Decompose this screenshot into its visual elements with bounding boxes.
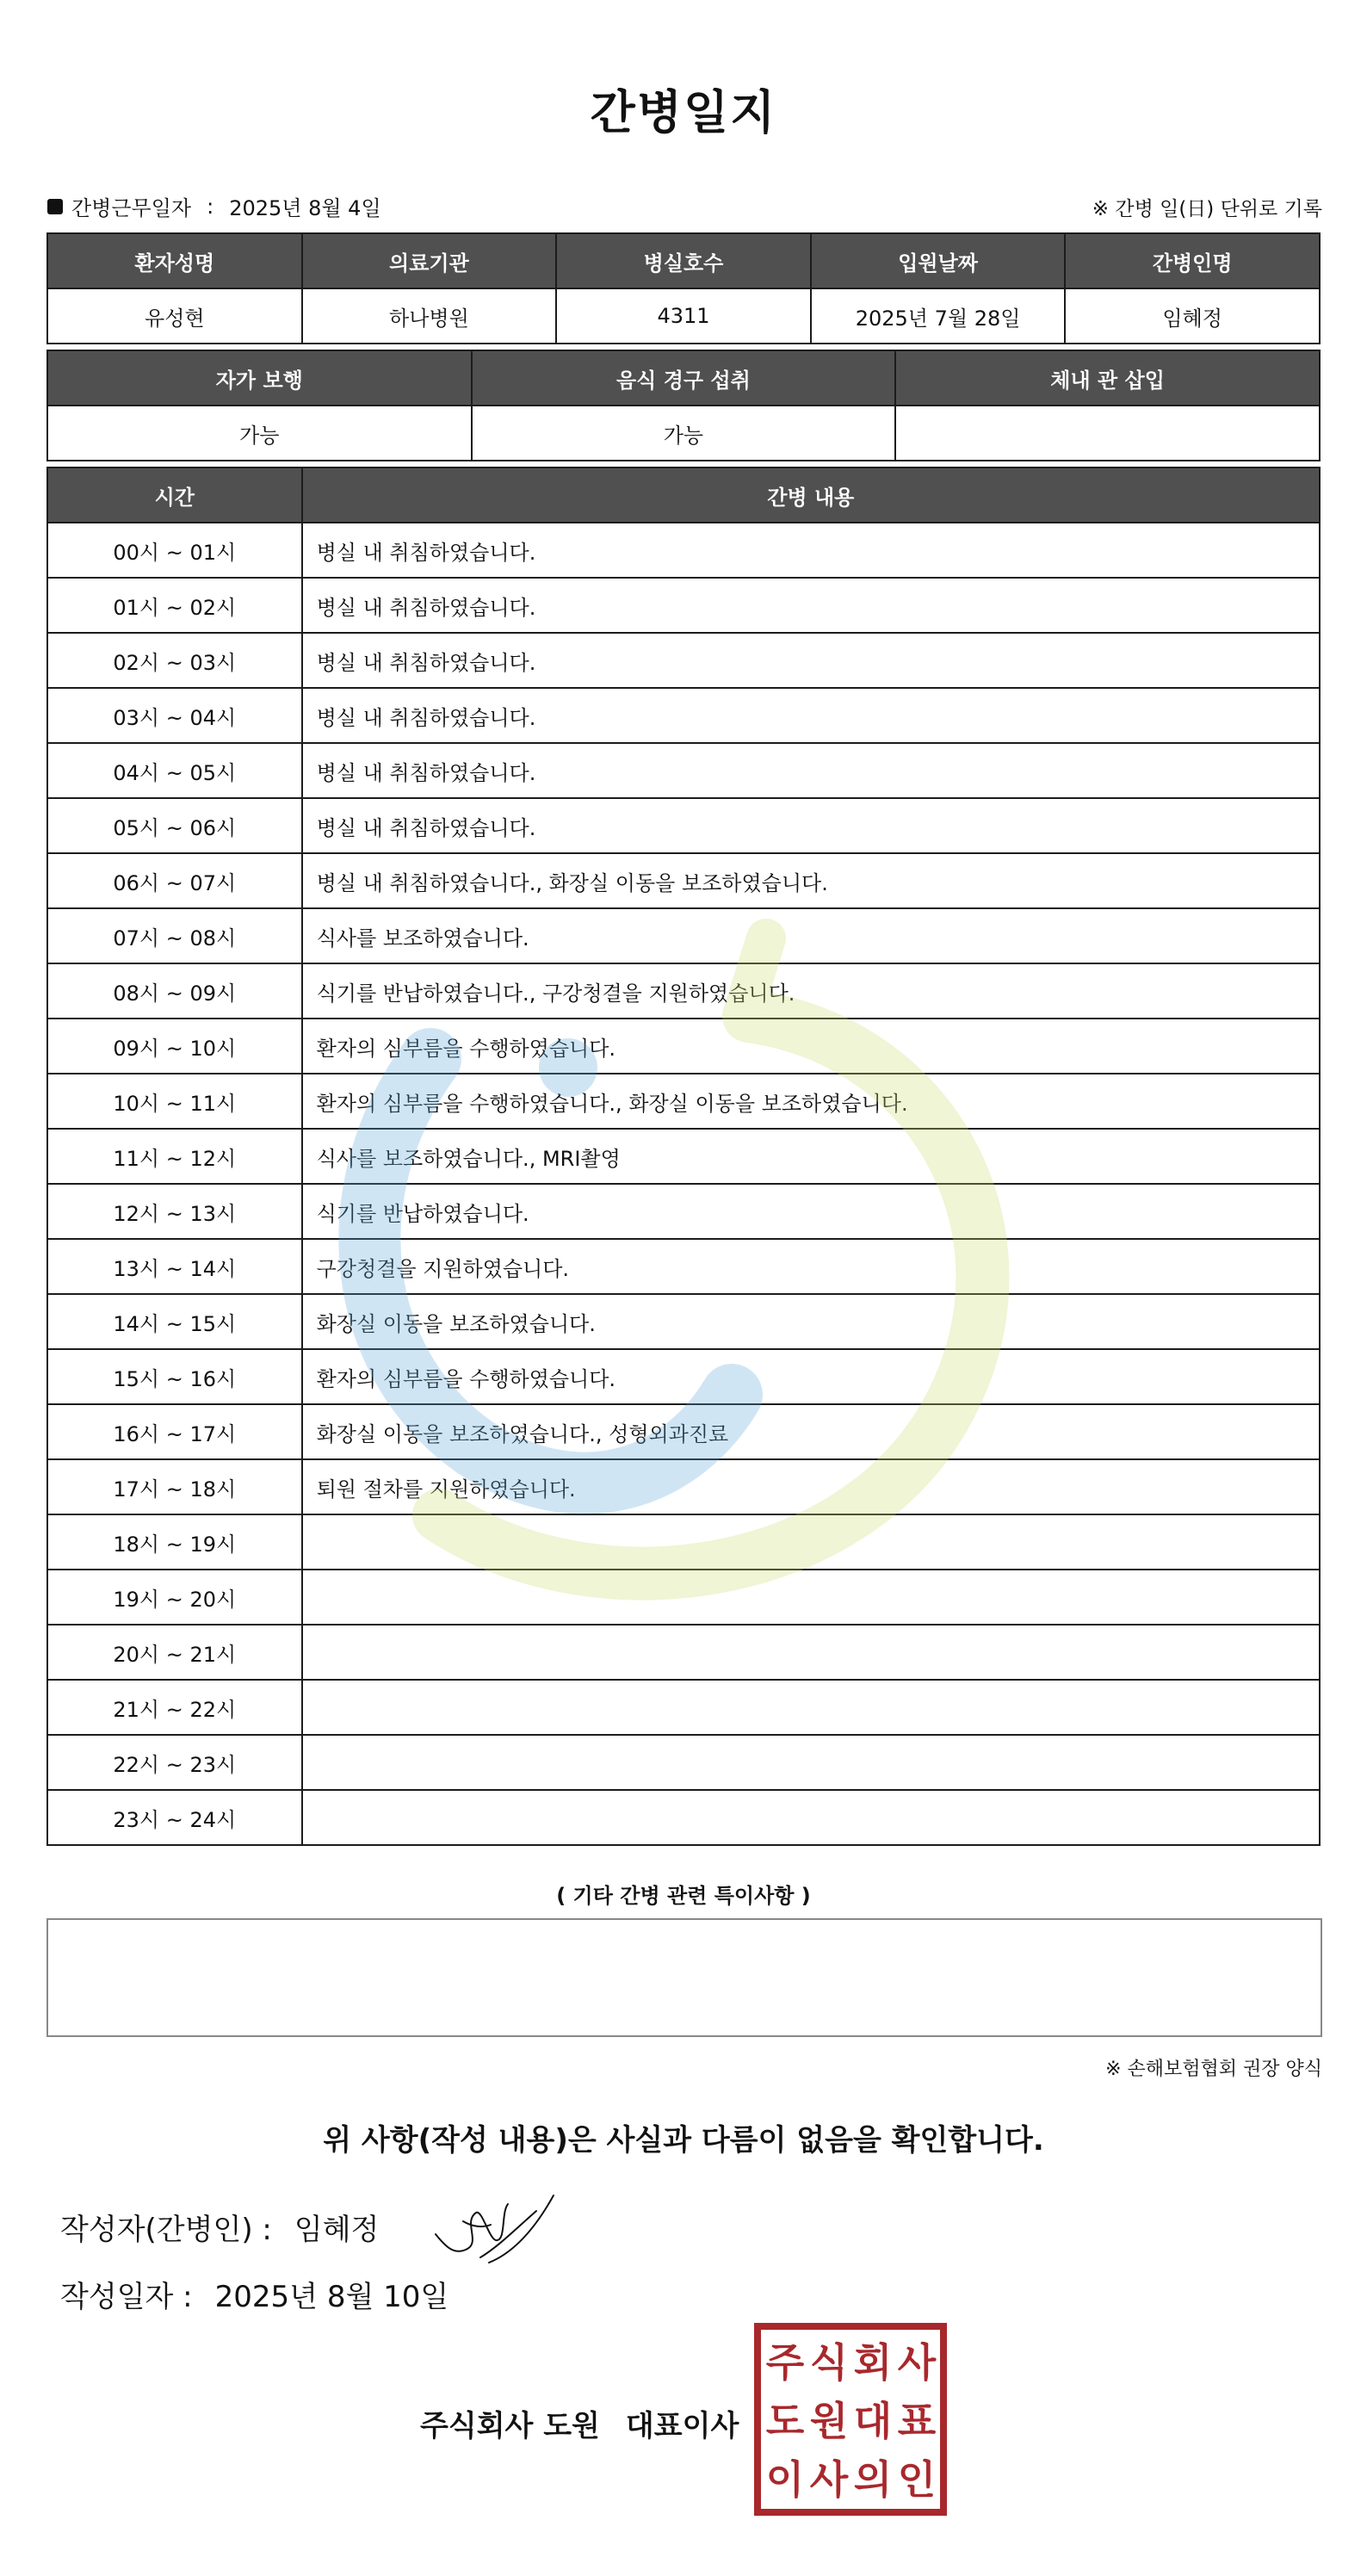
room-number: 4311	[556, 288, 811, 344]
company-line	[420, 2402, 739, 2444]
log-content: 환자의 심부름을 수행하였습니다., 화장실 이동을 보조하였습니다.	[302, 1074, 1320, 1129]
seal-glyph: 도	[765, 2398, 805, 2444]
log-row	[47, 1680, 1320, 1735]
log-content: 퇴원 절차를 지원하였습니다.	[302, 1459, 1320, 1514]
written-date-value: 2025년 8월 10일	[214, 2280, 449, 2314]
log-content: 병실 내 취침하였습니다.	[302, 633, 1320, 688]
log-row	[47, 1294, 1320, 1349]
seal-glyph: 원	[809, 2398, 849, 2444]
log-row	[47, 1459, 1320, 1514]
log-time: 05시 ~ 06시	[47, 798, 302, 853]
log-content	[302, 1735, 1320, 1790]
log-time: 00시 ~ 01시	[47, 523, 302, 578]
log-content: 환자의 심부름을 수행하였습니다.	[302, 1019, 1320, 1074]
log-body	[47, 523, 1320, 1845]
signature-icon	[429, 2187, 558, 2269]
document-title: 간병일지	[590, 85, 777, 139]
log-row	[47, 1349, 1320, 1404]
special-notes-title: ( 기타 간병 관련 특이사항 )	[556, 1884, 811, 1908]
seal-glyph: 주	[765, 2339, 805, 2386]
confirmation-statement: 위 사항(작성 내용)은 사실과 다름이 없음을 확인합니다.	[323, 2123, 1044, 2158]
work-date-value: 2025년 8월 4일	[229, 196, 381, 220]
log-content	[302, 1680, 1320, 1735]
log-content: 병실 내 취침하였습니다.	[302, 743, 1320, 798]
seal-glyph: 사	[897, 2339, 937, 2386]
seal-glyph: 사	[809, 2456, 849, 2503]
header-oral-intake: 음식 경구 섭취	[472, 350, 896, 406]
header-self-walking: 자가 보행	[47, 350, 472, 406]
log-time: 04시 ~ 05시	[47, 743, 302, 798]
header-hospital: 의료기관	[302, 233, 557, 288]
log-time: 06시 ~ 07시	[47, 853, 302, 908]
square-bullet-icon	[47, 199, 63, 214]
log-row	[47, 1625, 1320, 1680]
oral-intake-value: 가능	[472, 406, 896, 461]
log-content: 병실 내 취침하였습니다.	[302, 523, 1320, 578]
log-time: 03시 ~ 04시	[47, 688, 302, 743]
self-walking-value: 가능	[47, 406, 472, 461]
seal-lettering	[766, 2339, 937, 2503]
log-content: 병실 내 취침하였습니다.	[302, 688, 1320, 743]
header-time: 시간	[47, 468, 302, 523]
log-time: 11시 ~ 12시	[47, 1129, 302, 1184]
log-time: 13시 ~ 14시	[47, 1239, 302, 1294]
log-time: 08시 ~ 09시	[47, 963, 302, 1019]
log-time: 01시 ~ 02시	[47, 578, 302, 633]
tube-insertion-value	[895, 406, 1320, 461]
recommended-form-note: ※ 손해보험협회 권장 양식	[1105, 2059, 1322, 2080]
header-patient-name: 환자성명	[47, 233, 302, 288]
log-time: 14시 ~ 15시	[47, 1294, 302, 1349]
log-time: 16시 ~ 17시	[47, 1404, 302, 1459]
special-notes-box[interactable]	[46, 1918, 1322, 2037]
header-care-content: 간병 내용	[302, 468, 1320, 523]
log-time: 15시 ~ 16시	[47, 1349, 302, 1404]
seal-glyph: 대	[853, 2398, 893, 2444]
log-row	[47, 743, 1320, 798]
log-content: 화장실 이동을 보조하였습니다.	[302, 1294, 1320, 1349]
log-content: 환자의 심부름을 수행하였습니다.	[302, 1349, 1320, 1404]
log-row	[47, 1735, 1320, 1790]
work-date-label: 간병근무일자	[71, 196, 192, 220]
log-content: 식기를 반납하였습니다., 구강청결을 지원하였습니다.	[302, 963, 1320, 1019]
log-row	[47, 1239, 1320, 1294]
log-time: 23시 ~ 24시	[47, 1790, 302, 1845]
log-time: 22시 ~ 23시	[47, 1735, 302, 1790]
log-header-row	[47, 468, 1320, 523]
header-admission-date: 입원날짜	[811, 233, 1066, 288]
writer-label: 작성자(간병인) :	[60, 2213, 272, 2247]
log-time: 20시 ~ 21시	[47, 1625, 302, 1680]
log-content: 식사를 보조하였습니다., MRI촬영	[302, 1129, 1320, 1184]
log-time: 12시 ~ 13시	[47, 1184, 302, 1239]
writer-line	[60, 2206, 379, 2248]
log-row	[47, 1514, 1320, 1570]
log-content: 화장실 이동을 보조하였습니다., 성형외과진료	[302, 1404, 1320, 1459]
header-tube-insertion: 체내 관 삽입	[895, 350, 1320, 406]
seal-glyph: 표	[897, 2398, 937, 2444]
log-row	[47, 1019, 1320, 1074]
representative-title: 대표이사	[625, 2409, 739, 2443]
log-row	[47, 688, 1320, 743]
log-content: 식기를 반납하였습니다.	[302, 1184, 1320, 1239]
written-date-label: 작성일자 :	[60, 2280, 193, 2314]
log-time: 07시 ~ 08시	[47, 908, 302, 963]
log-time: 19시 ~ 20시	[47, 1570, 302, 1625]
work-date-colon: :	[207, 194, 214, 219]
seal-glyph: 인	[897, 2456, 937, 2503]
log-time: 10시 ~ 11시	[47, 1074, 302, 1129]
seal-glyph: 식	[809, 2339, 849, 2386]
log-time: 09시 ~ 10시	[47, 1019, 302, 1074]
log-content: 병실 내 취침하였습니다., 화장실 이동을 보조하였습니다.	[302, 853, 1320, 908]
log-content	[302, 1514, 1320, 1570]
log-row	[47, 1184, 1320, 1239]
log-content	[302, 1625, 1320, 1680]
log-content	[302, 1790, 1320, 1845]
company-seal-icon	[754, 2323, 947, 2516]
hospital-name: 하나병원	[302, 288, 557, 344]
written-date-line	[60, 2273, 448, 2315]
log-content: 병실 내 취침하였습니다.	[302, 798, 1320, 853]
header-room-number: 병실호수	[556, 233, 811, 288]
patient-info-table	[46, 232, 1321, 344]
status-value-row	[47, 406, 1320, 461]
admission-date: 2025년 7월 28일	[811, 288, 1066, 344]
log-row	[47, 1074, 1320, 1129]
signature-stroke	[436, 2195, 554, 2263]
log-content	[302, 1570, 1320, 1625]
log-row	[47, 1790, 1320, 1845]
log-time: 17시 ~ 18시	[47, 1459, 302, 1514]
patient-status-table	[46, 350, 1321, 461]
patient-name: 유성현	[47, 288, 302, 344]
status-header-row	[47, 350, 1320, 406]
header-caregiver-name: 간병인명	[1065, 233, 1320, 288]
work-date-line	[47, 191, 381, 221]
log-content: 식사를 보조하였습니다.	[302, 908, 1320, 963]
log-row	[47, 1129, 1320, 1184]
writer-name: 임혜정	[294, 2213, 380, 2247]
log-row	[47, 1404, 1320, 1459]
seal-glyph: 의	[853, 2456, 893, 2503]
company-name: 주식회사 도원	[420, 2409, 600, 2443]
log-row	[47, 523, 1320, 578]
log-row	[47, 1570, 1320, 1625]
log-row	[47, 908, 1320, 963]
log-row	[47, 633, 1320, 688]
log-time: 21시 ~ 22시	[47, 1680, 302, 1735]
seal-glyph: 이	[765, 2456, 805, 2503]
log-row	[47, 853, 1320, 908]
log-row	[47, 798, 1320, 853]
patient-info-header-row	[47, 233, 1320, 288]
log-row	[47, 963, 1320, 1019]
seal-glyph: 회	[853, 2339, 893, 2386]
log-content: 구강청결을 지원하였습니다.	[302, 1239, 1320, 1294]
log-time: 02시 ~ 03시	[47, 633, 302, 688]
record-unit-note: ※ 간병 일(日) 단위로 기록	[1092, 198, 1322, 220]
log-time: 18시 ~ 19시	[47, 1514, 302, 1570]
caregiver-name: 임혜정	[1065, 288, 1320, 344]
hourly-care-log-table	[46, 467, 1321, 1846]
log-row	[47, 578, 1320, 633]
patient-info-value-row	[47, 288, 1320, 344]
log-content: 병실 내 취침하였습니다.	[302, 578, 1320, 633]
